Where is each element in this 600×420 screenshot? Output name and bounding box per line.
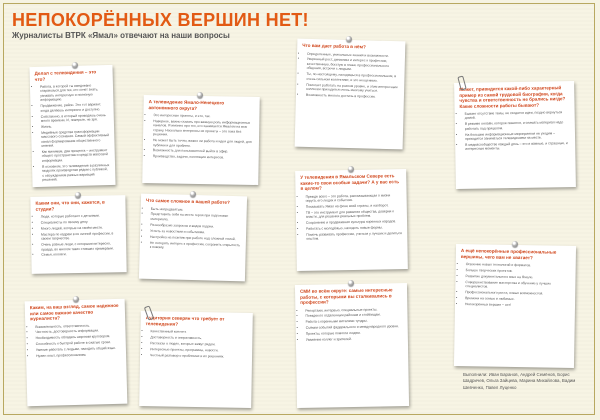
question-heading: У телевидения в Ямальском Севере есть какие-то свои особые задачи? А у вас есть в целом? xyxy=(300,173,400,191)
answer-item: • Развитие документального кино на Ямале. xyxy=(465,274,570,280)
answer-item: • В основном, это телевидение в различных модулях производства рядом с публикой, с обсуждением разных вариаций решений. xyxy=(42,163,110,182)
answer-item: • Представить себя на месте героя при подготовке материала. xyxy=(150,212,241,223)
question-card xyxy=(29,65,115,187)
answer-item: • Работа с коренными жителями тундры. xyxy=(306,318,403,324)
answer-item: • Бывает отсутствие темы, не сходятся идеи, поздно вернуться домой. xyxy=(465,110,570,121)
answer-item: • Ты, по-настоящему, находишься в профессиональном, в очень сильном коллективе, и это неоценимо. xyxy=(306,72,399,83)
answer-item: • В медиасообществе каждый день – это и важные, и страшные, и интересные моменты. xyxy=(465,141,570,152)
pin-icon xyxy=(512,241,518,247)
pin-icon xyxy=(348,166,354,172)
answer-item: • Это интересные проекты, и это, так. xyxy=(153,113,254,119)
answer-item: • Интересные проекты, программы, новости. xyxy=(150,347,247,353)
answer-item: • Помочь развивать профессию, учиться у лучших и делиться опытом. xyxy=(306,231,402,242)
answer-item: • Уверенный рост, динамика и интерес к профессии, качественную, богатую в плане профессионального общения, встречи с людьми. xyxy=(307,57,400,73)
answer-item: • Не может быть точно, важно ли работа и идея для людей, для публики и для проблем. xyxy=(153,138,254,149)
pin-icon xyxy=(190,191,196,197)
page-title: НЕПОКОРЁННЫХ ВЕРШИН НЕТ! xyxy=(12,10,309,30)
question-card xyxy=(30,195,126,274)
question-heading: Аудитория северян что требует от телевидения? xyxy=(145,315,225,327)
question-card xyxy=(142,95,260,185)
answer-item: • Медийные средства трансформации массового сознания. Самый эффективный канал формирования общественного мнения. xyxy=(41,129,109,148)
question-card xyxy=(454,244,576,368)
answer-item: • Продвижение, район. Это тот вариант, когда делаешь интересно и доступно. xyxy=(40,102,108,113)
question-heading: Каким, на ваш взгляд, самое надежное или самое важное качество журналиста? xyxy=(29,302,119,322)
answer-item: • Честность, достоверность информации. xyxy=(35,328,120,335)
pin-icon xyxy=(348,280,354,286)
answer-item: • Необходимость обладать широким кругозором. xyxy=(36,334,121,341)
answer-item: • Работа, в которой ты ежедневно стараешься для тех, кто хочет знать, узнавать интересную и полезную информацию. xyxy=(40,83,108,102)
question-heading: СМИ во всём округе: самые интересные работы, с которыми вы сталкивались в профессии? xyxy=(300,287,393,305)
answer-item: • Собственно, в который проводишь очень много времени. И, поверьте, не зря. xyxy=(41,113,109,124)
pin-icon xyxy=(73,296,79,302)
answer-item: • Разнообразие запросов и видов подачи. xyxy=(150,223,241,230)
question-heading: Может, привидится какой-либо характерный пример из самой трудовой биографии, когда чувства и ответственность не брались нигде? Какие сложности работы бывают? xyxy=(459,85,566,109)
answer-item: • Специалисты по своему делу. xyxy=(41,219,121,225)
answer-item: • Времени на семью и любимых. xyxy=(465,296,570,302)
answer-item: • Рассказы о людях, которые живут рядом. xyxy=(150,341,247,347)
pin-icon xyxy=(72,62,78,68)
answer-item: • Быть непредвзятым. xyxy=(151,206,242,213)
answer-item: • Наверное, важно сказать про важную роль информационных каналов. Я именно про тех, кто занимается Ямалом на всю страну. Насколько интересны их проекты – это пока без решения. xyxy=(153,119,254,138)
question-card xyxy=(454,81,576,189)
answer-item: • Настройка на позитив при работе над сложной темой. xyxy=(150,234,241,241)
answer-item: • Не потерять интерес к профессии, сохранить открытость к новому. xyxy=(150,240,241,251)
answer-item: • Нужен опыт, профессионализм. xyxy=(36,352,121,359)
answer-item: • Прежде всего – это работа, рассказывающая о жизни округа, его людях и событиях. xyxy=(306,193,402,204)
answer-item: • Жизнь. xyxy=(41,123,109,129)
answer-item: • Определенные, уникальные знания и возможности. xyxy=(307,51,400,58)
answer-item: • Съёмки событий федерального и международного уровня. xyxy=(306,324,403,330)
answer-item: • Возможность многого достичь в профессии. xyxy=(306,93,399,100)
answer-item: • ТВ – это инструмент для развития общества, доверия к власти, для решения реальных проблем. xyxy=(306,209,402,220)
answer-item: • Производство, задачи, коллекция интересов. xyxy=(153,155,254,161)
question-heading: Каким они, что они, кажется, в студии? xyxy=(35,199,105,212)
answer-item: • Сохранение и продвижение культуры коренных народов. xyxy=(306,219,402,225)
question-heading: А ещё непокорённые профессиональные вершины, чего вам не хватает? xyxy=(460,248,557,260)
question-card xyxy=(295,283,409,408)
answer-item: • В режиме онлайн, которое пишется, и снимать материал надо работать под прицелом. xyxy=(465,120,570,131)
answer-item: • Очень разные люди, с которыми интересно, правда, во многом таких ставших примерами. xyxy=(41,241,121,251)
answer-item: • Показывать Ямал на фоне всей страны, и наоборот. xyxy=(306,203,402,209)
answer-item: • На большие информационные мероприятия не уходим – приходится заниматься телевидением на месте. xyxy=(465,131,570,142)
question-heading: А телевидение Ямало-Ненецкого автономного округа? xyxy=(148,99,225,111)
answer-item: • Достоверность и оперативность. xyxy=(150,335,247,341)
answer-item: • Умение работать с людьми, находить общий язык. xyxy=(36,346,121,353)
answer-item: • Репортажи, интервью, специальные проекты. xyxy=(305,307,402,313)
answer-item: • Внимательность, ответственность. xyxy=(35,322,120,329)
answer-item: • Освоение новых технологий и форматов. xyxy=(466,262,571,268)
answer-item: • Честный разговор о проблемах и их решениях. xyxy=(150,353,247,359)
answer-item: • Проекты, которые помогли людям. xyxy=(306,330,403,336)
answer-item: • Больше творческих проектов. xyxy=(466,268,571,274)
question-heading: Делал с телевидения – это что? xyxy=(34,69,97,82)
answer-item: • Уважение коллег и зрителей. xyxy=(306,336,403,342)
answer-item: • Качественный контент. xyxy=(150,329,247,335)
pin-icon xyxy=(75,192,81,198)
pin-icon xyxy=(346,36,352,42)
question-card xyxy=(295,39,406,150)
question-card xyxy=(295,169,408,271)
answer-item: • Как минимум, два процента – инструмент общего пространства и средств массовой информации. xyxy=(42,148,110,163)
answer-item: • Мастера по кадрам в их личной профессии, в своем творчестве. xyxy=(41,231,121,241)
answer-item: • Профессионального роста, новых возможностей. xyxy=(465,290,570,296)
answer-item: • Люди, которые работают с деталями. xyxy=(41,213,121,219)
question-heading: Что самое сложное в вашей работе? xyxy=(145,197,230,205)
question-card xyxy=(139,311,253,408)
answer-item: • Возможность для пользователей выйти в эфир. xyxy=(153,149,254,155)
page-subtitle: Журналисты ВТРК «Ямал» отвечают на наши вопросы xyxy=(12,31,230,40)
credits-text: Выполнили: Иван Баранов, Андрей Семёнов, Борис Шадричев, Ольга Зайцева, Марина Михайлова, Вадим Шевченко, Павел Луценко xyxy=(463,372,576,390)
answer-item: • Непокорённых вершин – нет! xyxy=(465,302,570,308)
question-heading: Что вам дает работа в нём? xyxy=(302,42,366,50)
answer-item: • Поездки по отдаленным районам и стойбищам. xyxy=(305,313,402,319)
answer-item: • Помогает работать на разном уровне, и этим интересным коллегам приходится очень многому учиться. xyxy=(306,82,399,93)
answer-item: • Совершенствование мастерства и обучение у лучших специалистов. xyxy=(465,280,570,291)
pin-icon xyxy=(197,92,203,98)
answer-item: • Успеть за новостями и событиями. xyxy=(150,229,241,236)
answer-item: • Работать с молодёжью, находить новые формы. xyxy=(306,225,402,231)
answer-item: • Много людей, которые на своём месте. xyxy=(41,225,121,231)
question-card xyxy=(25,299,128,407)
answer-item: • Семья, коллеги. xyxy=(41,252,121,258)
question-card xyxy=(139,194,247,282)
answer-item: • Способность к быстрой работе в сжатые сроки. xyxy=(36,340,121,347)
